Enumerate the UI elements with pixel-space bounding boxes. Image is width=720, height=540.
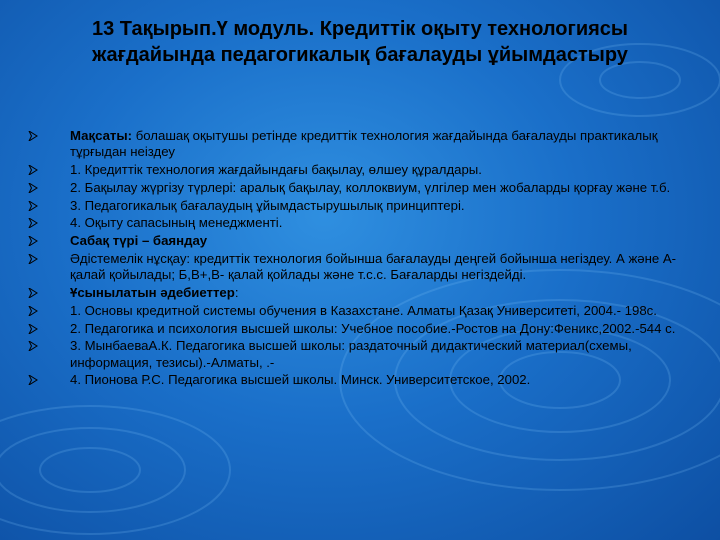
arrowhead-bullet-icon [28,183,38,193]
bullet-item [28,215,688,231]
bullet-text: 1. Кредиттік технология жағдайындағы бақылау, өлшеу құралдары. [70,162,482,177]
arrowhead-bullet-icon [28,201,38,211]
bullet-text: 3. МынбаеваА.К. Педагогика высшей школы: раздаточный дидактический материал(схемы, информация, тезисы).-Алматы, .- [70,338,632,370]
bullet-item [28,303,688,319]
arrowhead-bullet-icon [28,324,38,334]
bullet-text: 3. Педагогикалық бағалаудың ұйымдастырушылық принциптері. [70,197,465,213]
arrowhead-bullet-icon [28,375,38,385]
bullet-item [28,233,688,249]
arrowhead-bullet-icon [28,165,38,175]
arrowhead-bullet-icon [28,131,38,141]
bullet-text: 1. Основы кредитной системы обучения в Казахстане. Алматы Қазақ Университеті, 2004.- 198с. [70,302,657,318]
bullet-text: болашақ оқытушы ретінде кредиттік технология жағдайында бағалауды практикалық тұрғыдан неіздеу [70,128,658,160]
arrowhead-bullet-icon [28,218,38,228]
bullet-text: 4. Пионова Р.С. Педагогика высшей школы. Минск. Университетское, 2002. [70,372,531,388]
bullet-item [28,321,688,337]
slide-title [60,16,660,68]
bullet-text: Әдістемелік нұсқау: кредиттік технология бойынша бағалауды деңгей бойынша негіздеу. А және А- қалай қойылады; Б,В+,В- қалай қойлады және т.с.с. Бағаларды негіздейді. [70,250,677,283]
bullet-list [28,128,688,390]
slide-title-line-1: 13 Тақырып.Ү модуль. Кредиттік оқыту технологиясы [91,18,628,40]
arrowhead-bullet-icon [28,254,38,264]
arrowhead-bullet-icon [28,341,38,351]
bullet-item [28,180,688,196]
bullet-item [28,198,688,214]
bullet-item [28,372,688,388]
bullet-label: Мақсаты: [70,128,133,143]
bullet-item [28,338,688,370]
bullet-text: 4. Оқыту сапасының менеджменті. [70,215,283,231]
arrowhead-bullet-icon [28,306,38,316]
bullet-text: : [234,284,239,300]
arrowhead-bullet-icon [28,236,38,246]
bullet-text: 2. Педагогика и психология высшей школы: Учебное пособие.-Ростов на Дону:Феникс,2002.-544 с. [70,320,676,336]
slide-title-line-2: жағдайында педагогикалық бағалауды ұйымдастыру [92,44,628,66]
bullet-label: Ұсынылатын әдебиеттер [70,284,235,300]
bullet-item [28,285,688,301]
bullet-item [28,128,688,160]
bullet-item [28,162,688,178]
arrowhead-bullet-icon [28,288,38,298]
bullet-label: Сабақ түрі – баяндау [70,233,208,249]
bullet-text: 2. Бақылау жүргізу түрлері: аралық бақылау, коллоквиум, үлгілер мен жобаларды қорғау және т.б. [70,179,671,195]
bullet-item [28,251,688,283]
